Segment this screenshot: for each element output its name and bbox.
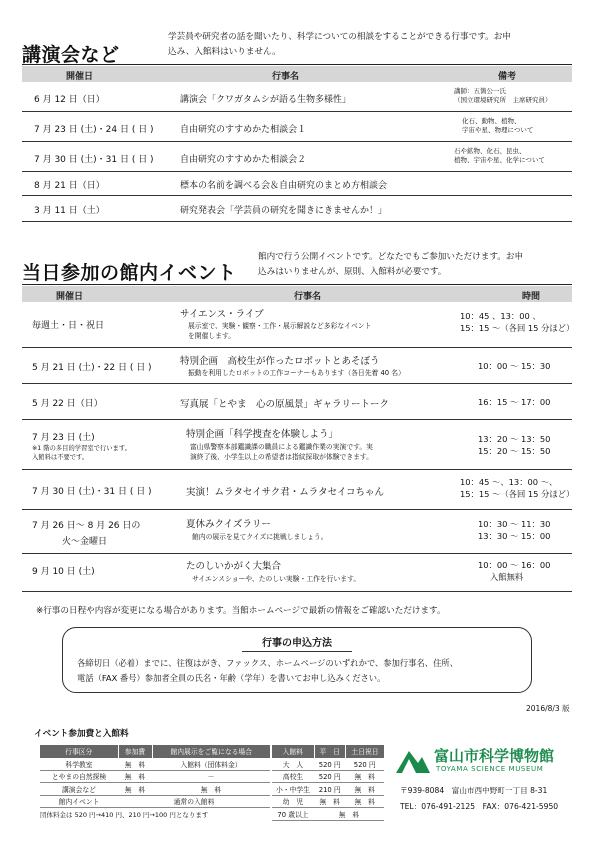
header-event: 行事名 [272,72,300,82]
event-name: 自由研究のすすめかた相談会１ [180,125,307,135]
lectures-title: 講演会など [22,44,120,66]
table-row [22,302,575,348]
header-notes: 備考 [498,72,517,82]
table-row [22,384,572,420]
event-name: 自由研究のすすめかた相談会２ [180,155,307,165]
event-name: 夏休みクイズラリー [186,519,271,530]
change-notice: ※行事の日程や内容が変更になる場合があります。当館ホームページで最新の情報をご確認いただけます。 [36,606,446,616]
table-row: とやまの自然探検 無 料 － [40,770,270,783]
table-row: 館内イベント 通常の入館料 [40,795,270,808]
event-time: 10：30 ～ 11：30 13：30 ～ 15：00 [478,519,551,541]
admission-header-weekday: 平 日 [314,745,346,758]
table-row [22,142,572,172]
application-box [62,627,532,693]
events-table-header [22,286,572,302]
fees-title: イベント参加費と入館料 [34,729,129,739]
museum-name-en: TOYAMA SCIENCE MUSEUM [436,765,544,773]
table-row: 70 歳以上 無 料 [272,808,384,821]
table-row [22,510,572,554]
events-intro: 館内で行う公開イベントです。どなたでもご参加いただけます。お申 込みはいりませんが、原則、入館料が必要です。 [258,252,524,277]
admission-table-wrap [272,745,384,821]
event-notes: 石や鉱物、化石、昆虫、 植物、宇宙や星、化学について [454,147,545,164]
lectures-intro: 学芸員や研究者の話を聞いたり、科学についての相談をすることができる行事です。お申 込み、入館料はいりません。 [168,32,511,57]
event-date: 7 月 30 日 (土)・31 日 ( 日 ) [32,487,152,497]
table-row: 大 人 520 円 520 円 [272,758,384,771]
fees-header-category: 行事区分 [40,745,118,758]
events-table-top-rule [22,284,572,285]
event-notes: 化石、動物、植物、 宇宙や星、物理について [462,117,534,134]
event-name: 講演会「クワガタムシが語る生物多様性」 [180,95,352,105]
event-desc: サイエンスショーや、たのしい実験・工作を行います。 [192,575,361,583]
admission-header: 入館料 [272,745,314,758]
event-date: 5 月 21 日 (土)・22 日 ( 日 ) [32,363,152,373]
museum-address: 〒939-8084 富山市西中野町一丁目 8-31 [400,786,548,795]
table-row [22,172,572,196]
event-time: 10：00 ～ 16：00 入館無料 [478,560,551,582]
fees-header-fee: 参加費 [118,745,152,758]
header-event: 行事名 [294,292,322,302]
event-time: 10：45 ～、13：00 ～、 15：15 ～（各回 15 分ほど） [460,477,575,499]
event-date: 9 月 10 日 (土) [32,567,95,577]
table-row: 幼 児 無 料 無 料 [272,795,384,808]
header-date: 開催日 [66,72,94,82]
table-row [22,112,572,142]
events-title: 当日参加の館内イベント [22,262,237,284]
event-date-line2: 火～金曜日 [62,537,108,547]
event-date: 3 月 11 日（土） [34,206,105,216]
event-date: 毎週土・日・祝日 [32,321,105,331]
table-row [22,196,572,222]
event-date: 5 月 22 日（日） [32,399,103,409]
admission-header-holiday: 土日祝日 [346,745,385,758]
table-row [22,554,572,592]
museum-contact: TEL：076-491-2125 FAX：076-421-5950 [400,802,559,811]
museum-logo [396,745,430,775]
event-name: 研究発表会「学芸員の研究を聞きにきませんか！」 [180,206,388,216]
group-fee-note: 団体料金は 520 円→410 円、210 円→100 円となります [40,811,209,819]
event-name: 実演！ムラタセイサク君・ムラタセイコちゃん [186,487,384,498]
table-row [22,470,575,510]
event-time: 16：15 ～ 17：00 [478,397,551,407]
fees-table [40,745,270,808]
event-time: 10：45 、13：00 、 15：15 ～（各回 15 分ほど） [460,311,575,333]
application-title-rule [242,651,352,652]
application-title: 行事の申込方法 [262,638,332,649]
event-desc: 館内の展示を見てクイズに挑戦しましょう。 [192,533,328,541]
version-label: 2016/8/3 版 [526,704,570,713]
event-name: たのしいかがく大集合 [186,561,282,572]
table-row [22,82,572,112]
table-row: 高校生 520 円 無 料 [272,770,384,783]
event-name: 特別企画「科学捜査を体験しよう」 [186,429,339,440]
table-row: 小・中学生 210 円 無 料 [272,783,384,796]
fees-table-wrap [40,745,270,819]
table-row [22,348,572,384]
event-date: 7 月 23 日 (土)・24 日 ( 日 ) [34,125,154,135]
event-date: 8 月 21 日（日） [34,181,105,191]
event-notes: 講師：五箇公一氏 （国立環境研究所 主席研究員） [454,87,552,104]
event-name: サイエンス・ライブ [180,309,264,320]
event-name: 特別企画 高校生が作ったロボットとあそぼう [180,356,380,367]
event-desc: 展示室で、実験・観察・工作・展示解説など多彩なイベント を開催します。 [188,322,372,340]
table-row: 講演会など 無 料 無 料 [40,783,270,796]
event-name: 写真展「とやま 心の原風景」ギャラリートーク [180,399,390,410]
event-date-note: ※1 階の多目的学習室で行います。 入館料は不要です。 [32,445,131,461]
lectures-table-header [22,66,572,82]
event-date: 7 月 30 日 (土)・31 日 ( 日 ) [34,155,154,165]
museum-name: 富山市科学博物館 [434,747,555,765]
event-date: 6 月 12 日（日） [34,95,105,105]
header-date: 開催日 [56,292,84,302]
event-desc: 富山県警察本部鑑識課の職員による鑑識作業の実演です。実 演終了後、小学生以上の希望者は指紋採取が体験できます。 [190,443,373,461]
event-date: 7 月 23 日 (土) [32,433,95,443]
event-date: 7 月 26 日～ 8 月 26 日の [32,521,141,531]
application-text: 各締切日（必着）までに、往復はがき、ファックス、ホームページのいずれかで、参加行事名、住所、 電話（FAX 番号）参加者全員の氏名・年齢（学年）を書いてお申し込みください。 [77,658,458,683]
header-time: 時間 [522,292,541,302]
admission-table [272,745,384,821]
table-row: 科学教室 無 料 入館料（団体料金） [40,758,270,771]
lectures-table-top-rule [22,64,572,65]
event-name: 標本の名前を調べる会＆自由研究のまとめ方相談会 [180,181,388,191]
table-row [22,420,572,470]
event-desc: 振動を利用したロボットの工作コーナーもあります（各日先着 40 名） [188,369,405,377]
event-time: 13：20 ～ 13：50 15：20 ～ 15：50 [478,434,551,456]
fees-header-exhibit: 館内展示をご覧になる場合 [152,745,270,758]
event-time: 10：00 ～ 15：30 [478,361,551,371]
mountain-logo-icon [396,745,430,775]
